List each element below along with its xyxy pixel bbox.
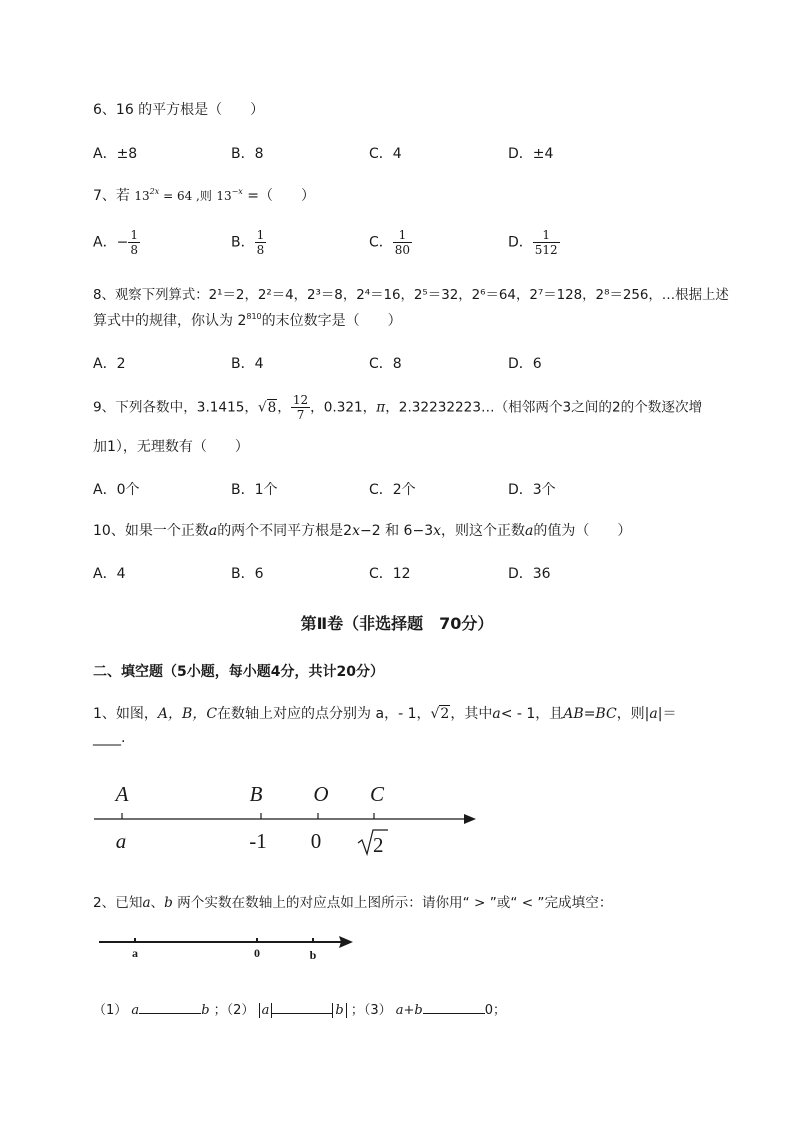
- q9-pi: π: [376, 399, 386, 416]
- label-C: C: [369, 782, 385, 806]
- q7-prefix: 7、若: [93, 188, 130, 204]
- q7-bracket: =（ ）: [242, 188, 315, 204]
- question-8-line1: 8、观察下列算式：2¹＝2，2²＝4，2³＝8，2⁴＝16，2⁵＝32，2⁶＝64，2⁷＝128，2⁸＝256，…根据上述: [93, 288, 729, 303]
- q10-option-c[interactable]: C．12: [369, 566, 411, 582]
- q6-option-b[interactable]: B．8: [231, 146, 264, 162]
- label-0: 0: [310, 829, 322, 853]
- q9-sqrt-8: √8: [257, 399, 277, 416]
- label-a2: a: [132, 946, 138, 960]
- label-B: B: [249, 782, 263, 806]
- q10-option-d[interactable]: D．36: [508, 566, 551, 582]
- q8-option-a[interactable]: A．2: [93, 356, 126, 372]
- question-6-text: 6、16 的平方根是（ ）: [93, 102, 265, 118]
- q6-option-a[interactable]: A．±8: [93, 146, 138, 162]
- label-sqrt2-radicand: 2: [373, 833, 384, 857]
- q9-fraction: $\frac{12}{7}$: [292, 393, 309, 422]
- fill-1-text: 1、如图，A，B，C在数轴上对应的点分别为 a，- 1，√2，其中a< - 1，且AB=BC，则|a|＝: [93, 706, 677, 722]
- label-minus-1: -1: [249, 829, 267, 853]
- q6-option-c[interactable]: C．4: [369, 146, 402, 162]
- section-2-title: 第Ⅱ卷（非选择题 70分）: [300, 614, 494, 633]
- question-10-text: 10、如果一个正数a的两个不同平方根是2x−2 和 6−3x，则这个正数a的值为（ ）: [93, 523, 632, 539]
- label-a: a: [115, 829, 127, 853]
- q8-option-c[interactable]: C．8: [369, 356, 402, 372]
- q8-option-b[interactable]: B．4: [231, 356, 264, 372]
- number-line-1-arrow: [464, 814, 476, 824]
- label-O: O: [313, 782, 329, 806]
- label-02: 0: [254, 946, 260, 960]
- label-b2: b: [309, 948, 317, 962]
- q7-asked-expression: $13^{-x}$: [216, 187, 243, 203]
- blank-1[interactable]: [139, 1013, 201, 1014]
- q10-option-a[interactable]: A．4: [93, 566, 126, 582]
- q8-option-d[interactable]: D．6: [508, 356, 542, 372]
- q7-option-c[interactable]: C． $\frac{1}{80}$: [369, 228, 411, 257]
- number-line-2-arrow: [339, 936, 353, 948]
- number-line-1: [88, 772, 488, 864]
- blank-2[interactable]: [272, 1013, 332, 1014]
- q6-option-d[interactable]: D．±4: [508, 146, 554, 162]
- q9-option-b[interactable]: B．1个: [231, 482, 278, 498]
- fill-blank-part-title: 二、填空题（5小题，每小题4分，共计20分）: [93, 664, 384, 680]
- q7-condition: $13^{2x} = 64$ ,则: [134, 187, 212, 203]
- label-A: A: [115, 782, 129, 806]
- q9-option-c[interactable]: C．2个: [369, 482, 416, 498]
- question-9-line2: 加1），无理数有（ ）: [93, 439, 249, 455]
- fill-2-text: 2、已知a、b 两个实数在数轴上的对应点如上图所示：请你用“ > ”或“ < ”完成填空：: [93, 895, 613, 911]
- number-line-2: [95, 930, 360, 964]
- blank-3[interactable]: [423, 1013, 485, 1014]
- fill-2-items: （1） a b ；（2） a b ；（3） a+b 0；: [93, 1003, 506, 1018]
- question-7-text: [93, 185, 315, 205]
- q9-option-d[interactable]: D．3个: [508, 482, 556, 498]
- q10-option-b[interactable]: B．6: [231, 566, 264, 582]
- fill-1-answer-blank[interactable]: ____.: [93, 730, 126, 746]
- question-9-line1: 9、下列各数中，3.1415，√8， $\frac{12}{7}$ ，0.321，π，2.32232223…（相邻两个3之间的2的个数逐次增: [93, 393, 703, 422]
- q9-option-a[interactable]: A．0个: [93, 482, 140, 498]
- q7-option-b[interactable]: B． $\frac{1}{8}$: [231, 228, 265, 257]
- q7-option-d[interactable]: D． $\frac{1}{512}$: [508, 228, 558, 257]
- question-8-line2: 算式中的规律，你认为 $2^{810}$的末位数字是（ ）: [93, 312, 402, 329]
- q7-option-a[interactable]: A．− $\frac{1}{8}$: [93, 228, 138, 257]
